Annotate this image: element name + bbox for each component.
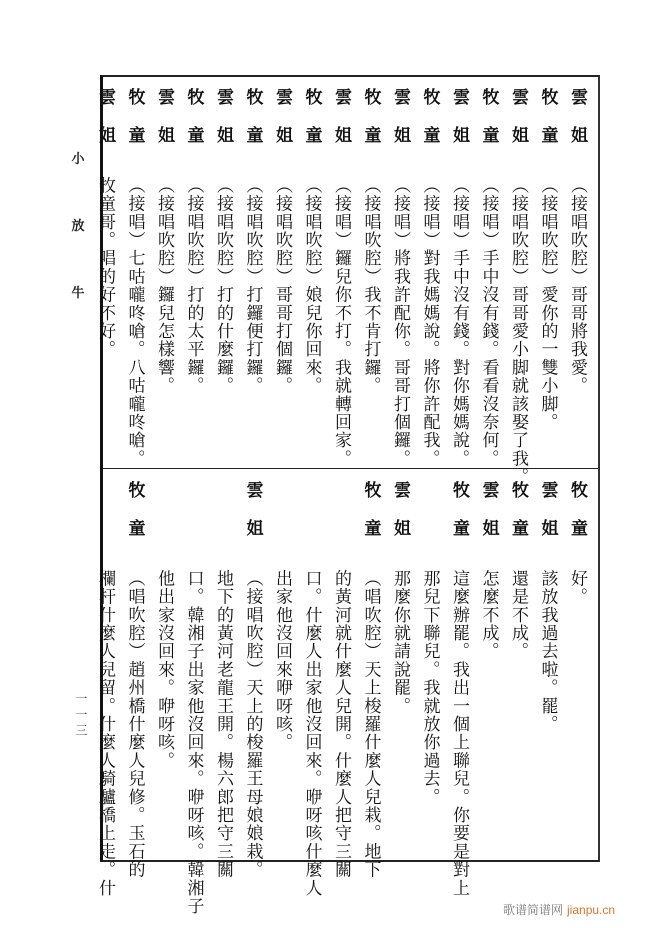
script-column <box>535 88 561 431</box>
speaker-name <box>564 481 590 569</box>
speaker-name <box>535 88 561 176</box>
speaker-char: 牧 <box>360 88 381 107</box>
speaker-char: 牧 <box>124 88 145 107</box>
dialogue-line: 那兒下聯兒。我就放你過去。 <box>419 569 440 807</box>
dialogue-line: 出家他沒回來咿呀咳。 <box>272 569 292 752</box>
speaker-char: 姐 <box>449 126 469 145</box>
dialogue-line: （接唱）手中沒有錢。對你媽媽說。 <box>449 176 469 468</box>
speaker-char: 童 <box>508 519 528 538</box>
speaker-name <box>210 481 236 569</box>
script-column <box>417 88 443 468</box>
speaker-name <box>122 88 148 176</box>
speaker-char: 姐 <box>272 126 292 145</box>
dialogue-line: 地下的黃河老龍王開。楊六郎把守三關 <box>213 569 233 879</box>
speaker-name <box>210 88 236 176</box>
speaker-char: 雲 <box>390 88 410 107</box>
dialogue-line: 的黃河就什麼人兒開。什麼人把守三關 <box>331 569 351 879</box>
script-column <box>446 88 472 468</box>
dialogue-line: （接唱）對我媽媽說。將你許配我。 <box>419 176 440 468</box>
dialogue-line: 那麼你就請說罷。 <box>390 569 410 716</box>
watermark <box>503 901 615 918</box>
dialogue-line: （唱吹腔）趙州橋什麼人兒修。玉石的 <box>124 569 145 879</box>
script-column <box>210 481 236 879</box>
speaker-char: 童 <box>419 126 440 145</box>
script-column <box>417 481 443 806</box>
speaker-char: 姐 <box>390 126 410 145</box>
speaker-char: 雲 <box>242 481 263 500</box>
dialogue-line: （接唱吹腔）愛你的一雙小脚。 <box>537 176 558 432</box>
speaker-char: 牧 <box>360 481 381 500</box>
dialogue-line: （接唱吹腔）打的太平鑼。 <box>183 176 204 395</box>
speaker-char: 姐 <box>390 519 410 538</box>
speaker-name <box>358 481 384 569</box>
speaker-char: 牧 <box>124 481 145 500</box>
speaker-char: 雲 <box>567 88 587 107</box>
dialogue-line: 欄杆什麼人兒留。什麼人騎驢橋上走。什 <box>95 569 115 898</box>
script-column <box>328 481 354 879</box>
dialogue-line: （唱吹腔）天上梭羅什麼人兒栽。地下 <box>360 569 381 879</box>
script-column <box>151 481 177 770</box>
dialogue-line: 還是不成。 <box>508 569 528 661</box>
watermark-en: jianpu.cn <box>567 903 616 917</box>
speaker-name <box>151 88 177 176</box>
dialogue-line: （接唱）手中沒有錢。看看沒奈何。 <box>478 176 499 468</box>
speaker-name <box>269 481 295 569</box>
watermark-cn: 歌谱简谱网 <box>503 903 564 917</box>
running-header <box>68 148 88 349</box>
script-column <box>299 481 325 897</box>
dialogue-line: 牧童哥。唱的好不好。 <box>95 176 115 359</box>
speaker-name <box>564 88 590 176</box>
speaker-name <box>240 481 266 569</box>
speaker-name <box>358 88 384 176</box>
dialogue-line: （接唱）將我許配你。哥哥打個鑼。 <box>390 176 410 468</box>
speaker-name <box>92 88 118 176</box>
speaker-name <box>151 481 177 569</box>
top-half-script <box>95 78 598 486</box>
speaker-char: 雲 <box>272 88 292 107</box>
script-column <box>505 481 531 660</box>
speaker-name <box>476 88 502 176</box>
dialogue-line: （接唱吹腔）娘兒你回來。 <box>301 176 322 395</box>
speaker-name <box>505 88 531 176</box>
script-column <box>269 481 295 751</box>
speaker-char: 童 <box>449 519 469 538</box>
speaker-name <box>387 88 413 176</box>
script-column <box>505 88 531 486</box>
script-column <box>92 481 118 897</box>
script-column <box>387 481 413 715</box>
script-column <box>358 481 384 879</box>
speaker-char: 牧 <box>242 88 263 107</box>
speaker-char: 雲 <box>213 88 233 107</box>
speaker-char: 牧 <box>301 88 322 107</box>
script-column <box>564 481 590 606</box>
speaker-name <box>535 481 561 569</box>
speaker-char: 童 <box>124 126 145 145</box>
speaker-char: 雲 <box>331 88 351 107</box>
dialogue-line: （接唱吹腔）鑼兒怎樣響。 <box>154 176 174 395</box>
script-column <box>269 88 295 395</box>
speaker-name <box>417 481 443 569</box>
speaker-char: 姐 <box>567 126 587 145</box>
dialogue-line: 這麼辦罷。我出一個上聯兒。你要是對上 <box>449 569 469 898</box>
script-column <box>92 88 118 358</box>
speaker-char: 雲 <box>537 481 558 500</box>
speaker-name <box>446 481 472 569</box>
dialogue-line: （接唱）七咕嚨咚嗆。八咕嚨咚嗆。 <box>124 176 145 468</box>
speaker-char: 童 <box>124 519 145 538</box>
dialogue-line: （接唱吹腔）哥哥打個鑼。 <box>272 176 292 395</box>
speaker-char: 雲 <box>508 88 528 107</box>
speaker-name <box>446 88 472 176</box>
header-char-3: 牛 <box>71 286 85 301</box>
speaker-char: 童 <box>567 519 587 538</box>
script-column <box>564 88 590 395</box>
speaker-name <box>240 88 266 176</box>
script-column <box>299 88 325 395</box>
dialogue-line: （接唱吹腔）天上的梭羅王母娘娘栽。 <box>242 569 263 879</box>
speaker-char: 牧 <box>567 481 587 500</box>
speaker-char: 姐 <box>95 126 115 145</box>
speaker-char: 牧 <box>478 88 499 107</box>
dialogue-line: 口。什麼人出家他沒回來。咿呀咳什麼人 <box>301 569 322 898</box>
dialogue-line: 好。 <box>567 569 587 606</box>
speaker-char: 姐 <box>154 126 174 145</box>
dialogue-line: 該放我過去啦。罷。 <box>537 569 558 734</box>
speaker-char: 雲 <box>154 88 174 107</box>
speaker-name <box>181 88 207 176</box>
header-char-1: 小 <box>71 152 85 167</box>
speaker-char: 姐 <box>508 126 528 145</box>
script-column <box>122 481 148 879</box>
speaker-name <box>505 481 531 569</box>
speaker-char: 牧 <box>537 88 558 107</box>
script-column <box>181 481 207 915</box>
speaker-char: 童 <box>183 126 204 145</box>
page-number: 一一三 <box>74 692 88 740</box>
speaker-char: 牧 <box>419 88 440 107</box>
dialogue-line: （接唱吹腔）哥哥將我愛。 <box>567 176 587 395</box>
script-column <box>122 88 148 468</box>
speaker-char: 雲 <box>478 481 499 500</box>
script-column <box>476 88 502 468</box>
speaker-name <box>328 481 354 569</box>
speaker-name <box>476 481 502 569</box>
script-column <box>328 88 354 468</box>
script-column <box>181 88 207 395</box>
script-column <box>151 88 177 395</box>
speaker-char: 雲 <box>95 88 115 107</box>
speaker-name <box>299 481 325 569</box>
speaker-char: 雲 <box>449 88 469 107</box>
speaker-char: 童 <box>242 126 263 145</box>
speaker-char: 雲 <box>390 481 410 500</box>
speaker-char: 姐 <box>242 519 263 538</box>
speaker-char: 姐 <box>213 126 233 145</box>
dialogue-line: 怎麼不成。 <box>478 569 499 661</box>
script-column <box>240 481 266 879</box>
speaker-name <box>299 88 325 176</box>
dialogue-line: （接唱）鑼兒你不打。我就轉回家。 <box>331 176 351 468</box>
speaker-name <box>328 88 354 176</box>
speaker-char: 童 <box>537 126 558 145</box>
speaker-name <box>181 481 207 569</box>
script-column <box>446 481 472 897</box>
speaker-char: 童 <box>360 126 381 145</box>
dialogue-line: （接唱吹腔）哥哥愛小脚就該娶了我。 <box>508 176 528 486</box>
speaker-name <box>122 481 148 569</box>
speaker-char: 童 <box>360 519 381 538</box>
speaker-name <box>92 481 118 569</box>
script-column <box>387 88 413 468</box>
speaker-char: 牧 <box>449 481 469 500</box>
dialogue-line: （接唱吹腔）打的什麼鑼。 <box>213 176 233 395</box>
speaker-char: 童 <box>301 126 322 145</box>
speaker-char: 姐 <box>331 126 351 145</box>
script-column <box>358 88 384 395</box>
header-char-2: 放 <box>71 219 85 234</box>
dialogue-line: 口。韓湘子出家他沒回來。咿呀咳。韓湘子 <box>183 569 204 916</box>
speaker-char: 牧 <box>508 481 528 500</box>
speaker-char: 童 <box>478 126 499 145</box>
speaker-char: 牧 <box>183 88 204 107</box>
speaker-char: 姐 <box>478 519 499 538</box>
speaker-name <box>269 88 295 176</box>
script-column <box>535 481 561 733</box>
dialogue-line: （接唱吹腔）打鑼便打鑼。 <box>242 176 263 395</box>
speaker-char: 姐 <box>537 519 558 538</box>
script-column <box>210 88 236 395</box>
dialogue-line: 他出家沒回來。咿呀咳。 <box>154 569 174 770</box>
script-column <box>476 481 502 660</box>
speaker-name <box>417 88 443 176</box>
dialogue-line: （接唱吹腔）我不肯打鑼。 <box>360 176 381 395</box>
script-column <box>240 88 266 395</box>
speaker-name <box>387 481 413 569</box>
